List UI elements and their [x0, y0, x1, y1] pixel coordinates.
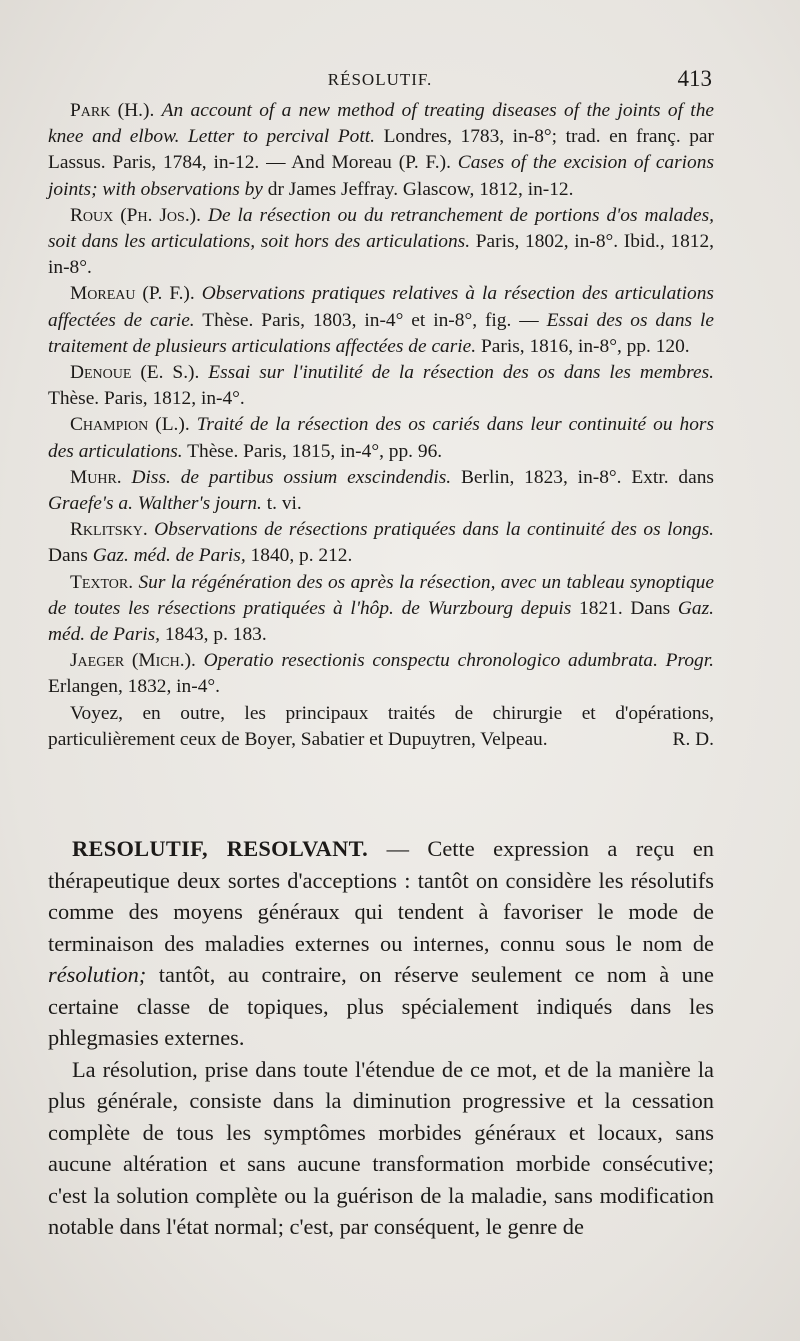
bibliography: [48, 98, 714, 753]
bibliography-entry: Rklitsky. Observations de résections pratiquées dans la continuité des os longs. Dans Gaz. méd. de Paris, 1840, p. 212.: [48, 519, 714, 567]
bibliography-entry: Textor. Sur la régénération des os après la résection, avec un tableau synoptique de toutes les résections pratiquées à l'hôp. de Wurzbourg depuis 1821. Dans Gaz. méd. de Paris, 1843, p. 183.: [48, 571, 714, 646]
page-header: [48, 66, 712, 96]
article-paragraph: RESOLUTIF, RESOLVANT. — Cette expression a reçu en thérapeutique deux sortes d'acceptions : tantôt on considère les résolutifs comme des moyens généraux qui tendent à favoriser le mode de terminaison des maladies externes ou internes, connu sous le nom de résolution; tantôt, au contraire, on réserve seulement ce nom à une certaine classe de topiques, plus spécialement indiqués dans les phlegmasies externes.: [48, 836, 714, 1050]
running-title: RÉSOLUTIF.: [327, 70, 433, 89]
article-paragraph: La résolution, prise dans toute l'étendue de ce mot, et de la manière la plus générale, consiste dans la diminution progressive et la cessation complète de tous les symptômes morbides généraux et locaux, sans aucune altération et sans aucune transformation morbide consécutive; c'est la solution complète ou la guérison de la maladie, sans modification notable dans l'état normal; c'est, par conséquent, le genre de: [48, 1056, 714, 1239]
bibliography-entry: Muhr. Diss. de partibus ossium exscindendis. Berlin, 1823, in-8°. Extr. dans Graefe's a. Walther's journ. t. vi.: [48, 466, 714, 515]
bibliography-entry: Jaeger (Mich.). Operatio resectionis conspectu chronologico adumbrata. Progr. Erlangen, 1832, in-4°.: [48, 650, 714, 698]
bibliography-entry: Roux (Ph. Jos.). De la résection ou du retranchement de portions d'os malades, soit dans les articulations, soit hors des articulations. Paris, 1802, in-8°. Ibid., 1812, in-8°.: [48, 204, 714, 279]
emphasized-term: résolution;: [48, 962, 147, 987]
article-headword: RESOLUTIF, RESOLVANT.: [72, 836, 369, 861]
author-signature: R. D.: [672, 728, 714, 750]
bibliography-entry: Moreau (P. F.). Observations pratiques relatives à la résection des articulations affectées de carie. Thèse. Paris, 1803, in-4° et in-8°, fig. — Essai des os dans le traitement de plusieurs articulations affectées de carie. Paris, 1816, in-8°, pp. 120.: [48, 283, 714, 357]
bibliography-entry: Park (H.). An account of a new method of treating diseases of the joints of the knee and elbow. Letter to percival Pott. Londres, 1783, in-8°; trad. en franç. par Lassus. Paris, 1784, in-12. — And Moreau (P. F.). Cases of the excision of carions joints; with observations by dr James Jeffray. Glascow, 1812, in-12.: [48, 100, 714, 200]
closing-note: Voyez, en outre, les principaux traités de chirurgie et d'opérations, particulièrement ceux de Boyer, Sabatier et Dupuytren, Velpeau. R. D.: [48, 701, 714, 753]
bibliography-entry: Champion (L.). Traité de la résection des os cariés dans leur continuité ou hors des articulations. Thèse. Paris, 1815, in-4°, pp. 96.: [48, 414, 714, 462]
bibliography-entry: Denoue (E. S.). Essai sur l'inutilité de la résection des os dans les membres. Thèse. Paris, 1812, in-4°.: [48, 362, 714, 410]
page-number: 413: [677, 66, 712, 91]
dictionary-article: [48, 833, 714, 1243]
